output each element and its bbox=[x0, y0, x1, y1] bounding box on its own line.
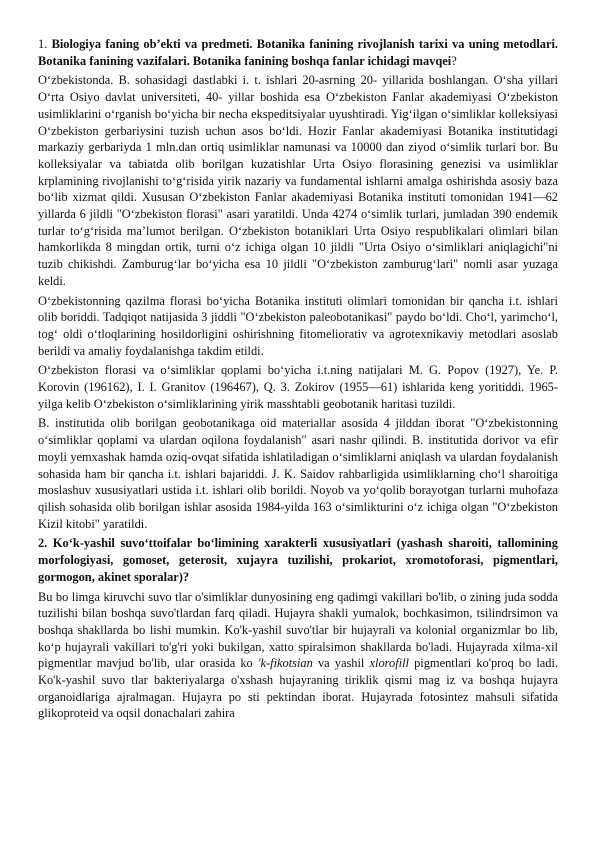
term-xlorofill: xlorofill bbox=[369, 656, 409, 671]
section-1-paragraph-2: O‘zbekistonning qazilma florasi bo‘yicha Botanika instituti olimlari tomonidan bir qancha i.t. ishlari olib boriddi. Tadqiqot natijasida 3 jiddli "O‘zbekiston paleobotanikasi" paydo bo‘ldi. Cho‘l, yarimcho‘l, tog‘ oldi o‘tloqlarining hosildorligini oshirishning fitomeliorativ va agrotexnikaviy metodlari asoslab berildi va amaliy foydalanishga takdim etildi. bbox=[38, 293, 558, 358]
term-fikotsian: 'k-fikotsian bbox=[257, 656, 313, 671]
section-2-paragraph bbox=[38, 589, 558, 723]
section-1-paragraph-4: B. institutida olib borilgan geobotanikaga oid materiallar asosida 4 jilddan iborat "O‘zbekistonning o‘simliklar qoplami va ulardan oqilona foydalanish" asari nashr qilindi. B. institutida dorivor va efir moyli yemxashak hamda oziq-ovqat sifatida ishlatiladigan o‘simliklarni aniqlash va ulardan foydalanish sohasida ham bir qancha i.t. ishlari bajariddi. J. K. Saidov rahbarligida usimliklarning cho‘l sharoitiga moslashuv xususiyatlari ustida i.t. ishlari olib borildi. Noyob va yo‘qolib borayotgan turlarni muhofaza qilish sohasida olib borilgan ishlar asosida 1984-yilda 163 o‘simlikturini o‘z ichiga olgan "O‘zbekiston Kizil kitobi" yaratildi. bbox=[38, 416, 558, 531]
section-2-text-before-term: Bu bo limga kiruvchi suvo tlar o'simliklar dunyosining eng qadimgi vakillari bo'lib, o zining juda sodda tuzilishi bilan boshqa suvo'tlardan farq qiladi. Hujayra shakli yumalok, bochkasimon, tsilindrsimon va boshqa shakllarda bo lishi mumkin. Ko'k-yashil suvo'tlar bir hujayrali va kolonial organizmlar bo lib, ko‘p hujayrali vakillari to'g'ri yoki bukilgan, xatto spiralsimon shakllarda bo'ladi. Hujayrada xilma-xil pigmentlar mavjud bo'lib, ular orasida ko bbox=[38, 589, 558, 671]
section-1-paragraph-3: O‘zbekiston florasi va o‘simliklar qoplami bo‘yicha i.t.ning natijalari M. G. Popov (1927), Ye. P. Korovin (196162), I. I. Granitov (196467), Q. 3. Zokirov (1955—61) ishlarida keng yoritiddi. 1965-yilga kelib O‘zbekiston o‘simliklarining yirik masshtabli geobotanik haritasi tuzildi. bbox=[38, 363, 558, 411]
section-2-text-after-term: pigmentlari ko'proq bo ladi. Ko'k-yashil suvo tlar bakteriyalarga o'xshash hujayraning tiriklik qismi mag iz va boshqa hujayra organoidlariga ajralmagan. Hujayra po sti pektindan iborat. Hujayrada fotosintez mahsuli sifatida glikoproteid va oqsil donachalari zahira bbox=[38, 656, 558, 721]
document-page bbox=[38, 36, 558, 725]
section-2-text-mid: va yashil bbox=[312, 656, 370, 671]
section-1-question-mark: ? bbox=[451, 53, 457, 68]
section-1-heading-text: Biologiya faning ob’ekti va predmeti. Botanika fanining rivojlanish tarixi va uning metodlari. Botanika fanining vazifalari. Botanika fanining boshqa fanlar ichidagi mavqei bbox=[38, 37, 558, 68]
section-2-heading: 2. Ko‘k-yashil suvo‘ttoifalar bo‘limining xarakterli xususiyatlari (yashash sharoiti, tallomining morfologiyasi, gomoset, geterosit, xujayra tuzilishi, prokariot, xromotoforasi, pigmentlari, gormogon, akinet sporalar)? bbox=[38, 536, 558, 584]
section-1-heading bbox=[38, 36, 558, 69]
section-1-paragraph-1: O‘zbekistonda. B. sohasidagi dastlabki i. t. ishlari 20-asrning 20- yillarida boshlangan. O‘sha yillari O‘rta Osiyo davlat universiteti, 40- yillar boshida esa O‘zbekiston Fanlar akademiyasi O‘zbekiston usimliklarini o‘rganish bo‘yicha bir necha ekspeditsiyalar uyushtiradi. Yig‘ilgan o‘simliklar kolleksiyasi O‘zbekiston gerbariysini tuzish uchun asos bo‘ldi. Hozir Fanlar akademiyasi Botanika institutidagi markaziy gerbariyda 1 mln.dan ortiq usimliklar namunasi va 10000 dan ziyod o‘simlik turlari bor. Bu kolleksiyalar va tabiatda olib borilgan kuzatishlar Urta Osiyo florasining genezisi va usimliklar krplamining rivojlanishi to‘g‘risida yirik nazariy va fundamental ishlarni amalga oshirishda asosiy baza bo‘lib xizmat qildi. Xususan O‘zbekiston Fanlar akademiyasi Botanika instituti tomonidan 1941—62 yillarda 6 jildli "O‘zbekiston florasi" asari yaratildi. Unda 4274 o‘simlik turlari, jumladan 390 endemik turlar to‘g‘risida ma’lumot berilgan. O‘zbekiston botaniklari Urta Osiyo respublikalari olimlari bilan hamkorlikda 8 mingdan ortik, turni o‘z ichiga olgan 10 jildli "Urta Osiyo o‘simliklari aniqlagichi"ni tuzib chikishdi. Zamburug‘lar bo‘yicha esa 10 jildli "O‘zbekiston zamburug‘lari" nomli asar yuzaga keldi. bbox=[38, 73, 558, 288]
section-1-number: 1. bbox=[38, 37, 48, 51]
